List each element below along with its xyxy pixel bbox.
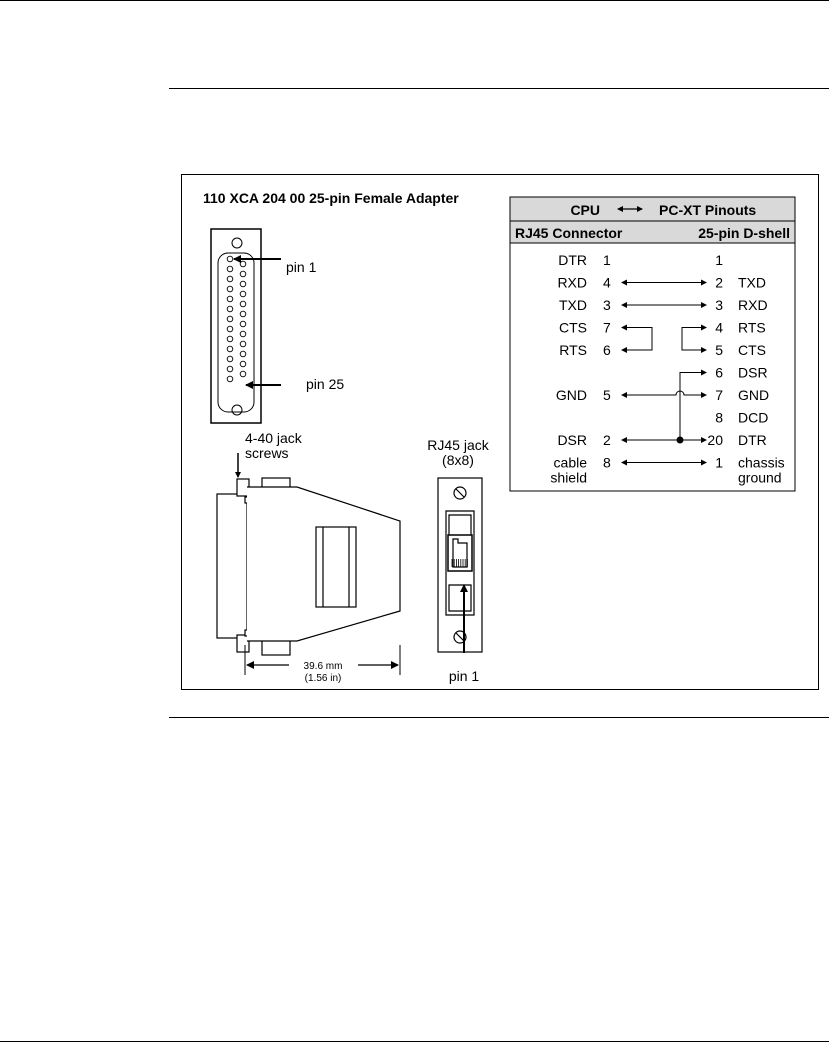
row-left-pin: 1 bbox=[603, 252, 611, 268]
row-left-pin: 6 bbox=[603, 342, 611, 358]
row-right-pin: 3 bbox=[715, 297, 723, 313]
row-left-signal: cable bbox=[553, 454, 587, 471]
rj45-jack-label-2: (8x8) bbox=[442, 452, 474, 468]
row-left-signal: TXD bbox=[559, 297, 587, 313]
table-header-pinouts: PC-XT Pinouts bbox=[659, 202, 757, 218]
row-right-pin: 2 bbox=[715, 274, 723, 291]
row-left-signal: RTS bbox=[559, 342, 587, 358]
row-right-pin: 5 bbox=[715, 342, 723, 358]
adapter-title: 110 XCA 204 00 25-pin Female Adapter bbox=[203, 190, 459, 206]
dshell-pin bbox=[227, 286, 233, 292]
jack-screws-label-2: screws bbox=[245, 445, 289, 461]
row-right-pin: 4 bbox=[715, 319, 723, 336]
row-left-signal: GND bbox=[555, 387, 587, 403]
row-right-signal: RTS bbox=[738, 319, 766, 336]
rj45-jack-label-1: RJ45 jack bbox=[427, 437, 489, 453]
row-right-signal-cont: ground bbox=[738, 469, 782, 486]
row-left-pin: 2 bbox=[603, 432, 611, 448]
row-right-signal: chassis bbox=[738, 454, 785, 471]
dshell-pin bbox=[227, 326, 233, 332]
row-right-pin: 6 bbox=[715, 364, 723, 381]
row-right-signal: DTR bbox=[738, 432, 767, 448]
row-right-signal: DCD bbox=[738, 409, 769, 426]
table-header-cpu: CPU bbox=[570, 202, 600, 218]
dshell-pin bbox=[227, 256, 233, 262]
row-right-signal: TXD bbox=[738, 274, 766, 291]
figure-bottom-rule bbox=[169, 717, 829, 718]
row-right-pin: 20 bbox=[707, 432, 723, 448]
junction-dot bbox=[677, 437, 684, 444]
row-left-pin: 7 bbox=[603, 319, 611, 336]
row-left-signal-cont: shield bbox=[550, 469, 587, 486]
dshell-pin bbox=[227, 316, 233, 322]
row-left-pin: 3 bbox=[603, 297, 611, 313]
dshell-pin bbox=[240, 271, 246, 277]
dshell-pin bbox=[227, 346, 233, 352]
row-right-pin: 1 bbox=[715, 454, 723, 471]
adapter-figure bbox=[181, 174, 819, 690]
dshell-pin bbox=[227, 336, 233, 342]
col-25pin-dshell: 25-pin D-shell bbox=[698, 225, 790, 241]
jack-screws-label-1: 4-40 jack bbox=[245, 430, 302, 446]
row-right-signal: RXD bbox=[738, 297, 768, 313]
dshell-pin bbox=[227, 376, 233, 382]
row-left-signal: CTS bbox=[559, 319, 587, 336]
dshell-pin bbox=[227, 306, 233, 312]
dshell-pin bbox=[240, 291, 246, 297]
row-right-pin: 1 bbox=[715, 252, 723, 268]
dshell-pin bbox=[240, 301, 246, 307]
pin1-bottom-label: pin 1 bbox=[448, 668, 480, 684]
row-left-pin: 5 bbox=[603, 387, 611, 403]
adapter-side-view bbox=[217, 478, 400, 655]
pin25-label: pin 25 bbox=[306, 376, 345, 392]
dshell-pin bbox=[240, 311, 246, 317]
dshell-pin bbox=[240, 341, 246, 347]
row-left-signal: RXD bbox=[557, 274, 587, 291]
row-left-pin: 8 bbox=[603, 454, 611, 471]
dshell-pin bbox=[240, 321, 246, 327]
row-left-pin: 4 bbox=[603, 274, 611, 291]
dshell-pin bbox=[240, 371, 246, 377]
dshell-pin bbox=[240, 261, 246, 267]
row-left-signal: DTR bbox=[558, 252, 587, 268]
dimension-mm-label: 39.6 mm bbox=[303, 661, 343, 672]
dshell-pin bbox=[240, 331, 246, 337]
row-right-signal: GND bbox=[738, 387, 770, 403]
dimension-in-label: (1.56 in) bbox=[304, 673, 342, 684]
row-right-signal: DSR bbox=[738, 364, 768, 381]
dshell-pin bbox=[240, 351, 246, 357]
dshell-pin bbox=[227, 266, 233, 272]
row-right-pin: 7 bbox=[715, 387, 723, 403]
rj45-jack-drawing bbox=[438, 478, 482, 652]
dshell-pin bbox=[227, 366, 233, 372]
pin1-top-label: pin 1 bbox=[286, 259, 317, 275]
figure-top-rule bbox=[169, 88, 829, 89]
dshell-pin bbox=[240, 281, 246, 287]
row-left-signal: DSR bbox=[557, 432, 587, 448]
dshell-pin bbox=[227, 296, 233, 302]
adapter-diagram bbox=[182, 175, 820, 691]
row-right-signal: CTS bbox=[738, 342, 766, 358]
dshell-pin bbox=[227, 276, 233, 282]
col-rj45-connector: RJ45 Connector bbox=[515, 225, 623, 241]
dshell-pin bbox=[227, 356, 233, 362]
bottom-page-rule bbox=[0, 1041, 829, 1042]
dshell-pin bbox=[240, 361, 246, 367]
top-page-rule bbox=[0, 0, 829, 1]
pinout-table bbox=[510, 197, 795, 491]
row-right-pin: 8 bbox=[715, 409, 723, 426]
